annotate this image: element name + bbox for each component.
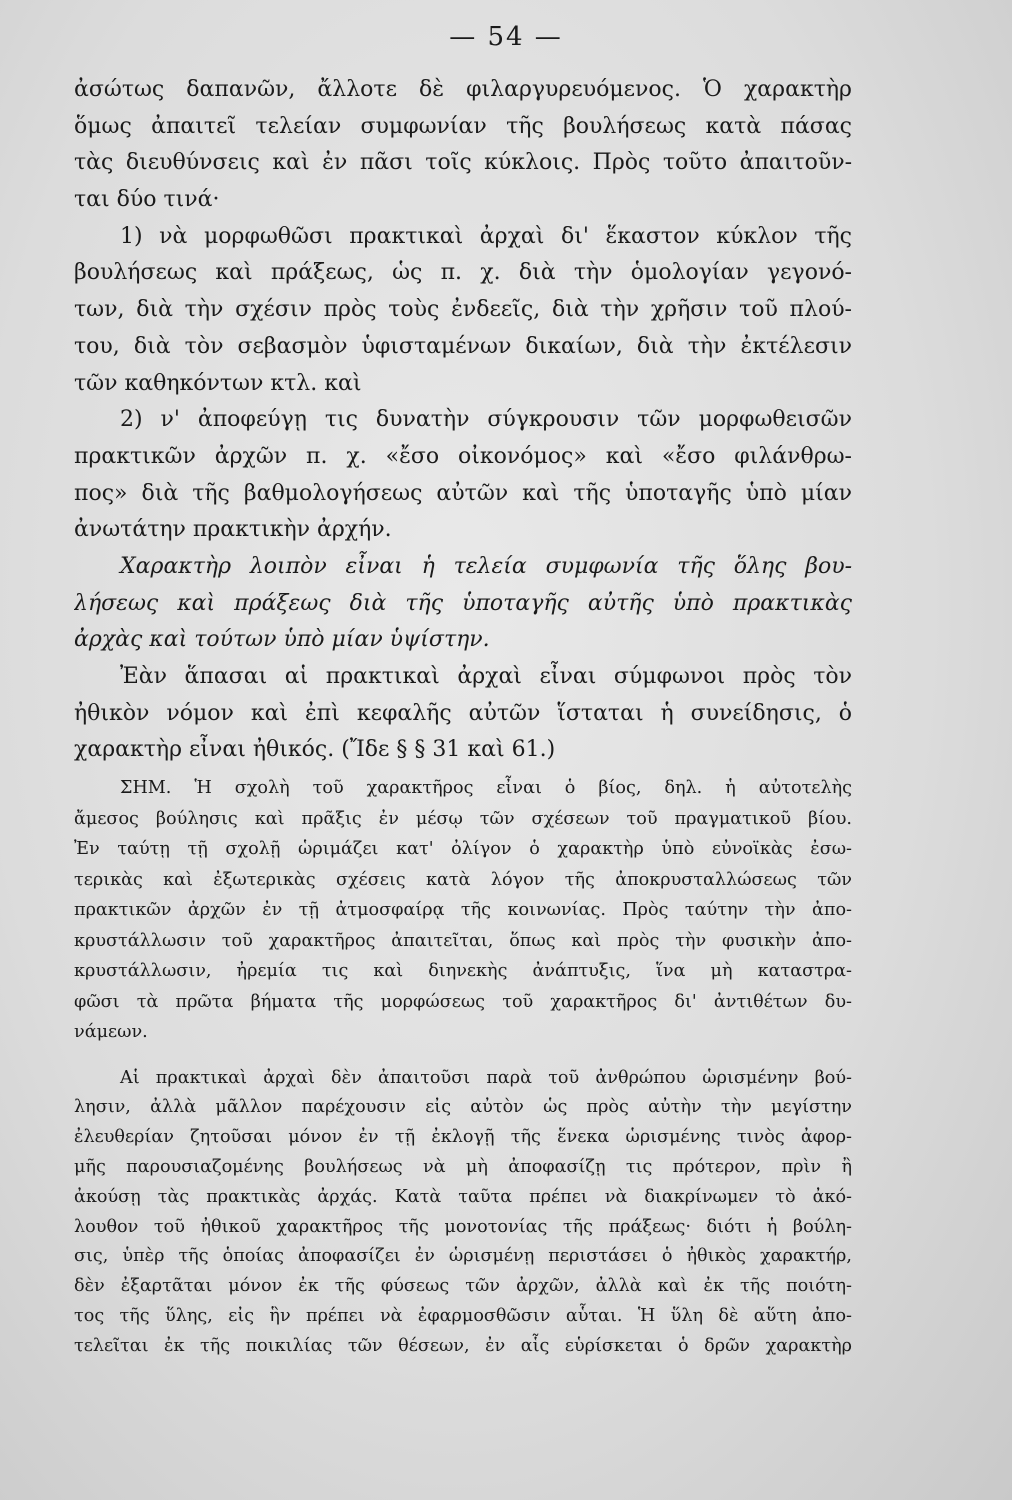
list-item-1: 1) νὰ μορφωθῶσι πρακτικαὶ ἀρχαὶ δι' ἕκαστον κύκλον τῆς: [120, 223, 852, 249]
note-line: φῶσι τὰ πρῶτα βήματα τῆς μορφώσεως τοῦ χαρακτῆρος δι' ἀντιθέτων δυ-: [74, 991, 852, 1012]
definition-line: Χαρακτὴρ λοιπὸν εἶναι ἡ τελεία συμφωνία τῆς ὅλης βου-: [120, 553, 852, 579]
text-line: πρακτικῶν ἀρχῶν π. χ. «ἔσο οἰκονόμος» καὶ «ἔσο φιλάνθρω-: [74, 443, 852, 469]
note-line: τελεῖται ἐκ τῆς ποικιλίας τῶν θέσεων, ἐν αἷς εὑρίσκεται ὁ δρῶν χαρακτὴρ: [74, 1335, 852, 1356]
text-line: ὅμως ἀπαιτεῖ τελείαν συμφωνίαν τῆς βουλήσεως κατὰ πάσας: [74, 113, 852, 139]
text-line: ἠθικὸν νόμον καὶ ἐπὶ κεφαλῆς αὐτῶν ἵσταται ἡ συνείδησις, ὁ: [74, 700, 852, 726]
note-line: νάμεων.: [74, 1022, 148, 1043]
text-line: ται δύο τινά·: [74, 187, 220, 213]
text-line: ἀσώτως δαπανῶν, ἄλλοτε δὲ φιλαργυρευόμενος. Ὁ χαρακτὴρ: [74, 77, 852, 102]
note-line: λουθον τοῦ ἠθικοῦ χαρακτῆρος τῆς μονοτονίας τῆς πράξεως· διότι ἡ βούλη-: [74, 1216, 852, 1237]
text-line: τῶν καθηκόντων κτλ. καὶ: [74, 370, 362, 396]
note-line: ἐλευθερίαν ζητοῦσαι μόνον ἐν τῇ ἐκλογῇ τῆς ἕνεκα ὡρισμένης τινὸς ἀφορ-: [74, 1127, 852, 1148]
text-line: τὰς διευθύνσεις καὶ ἐν πᾶσι τοῖς κύκλοις. Πρὸς τοῦτο ἀπαιτοῦν-: [74, 150, 852, 176]
note-paragraph: [74, 1064, 852, 1362]
note-line: μῆς παρουσιαζομένης βουλήσεως νὰ μὴ ἀποφασίζῃ τις πρότερον, πρὶν ἢ: [74, 1156, 852, 1177]
note-line: πρακτικῶν ἀρχῶν ἐν τῇ ἀτμοσφαίρᾳ τῆς κοινωνίας. Πρὸς ταύτην τὴν ἀπο-: [74, 900, 852, 921]
text-line: βουλήσεως καὶ πράξεως, ὡς π. χ. διὰ τὴν ὁμολογίαν γεγονό-: [74, 260, 852, 286]
list-item-2: 2) ν' ἀποφεύγῃ τις δυνατὴν σύγκρουσιν τῶν μορφωθεισῶν: [120, 407, 852, 433]
text-line: Ἐὰν ἅπασαι αἱ πρακτικαὶ ἀρχαὶ εἶναι σύμφωνοι πρὸς τὸν: [120, 664, 852, 689]
definition-line: λήσεως καὶ πράξεως διὰ τῆς ὑποταγῆς αὐτῆς ὑπὸ πρακτικὰς: [74, 590, 852, 616]
note-line: Ἐν ταύτῃ τῇ σχολῇ ὡριμάζει κατ' ὀλίγον ὁ χαρακτὴρ ὑπὸ εὐνοϊκὰς ἐσω-: [74, 839, 852, 860]
text-line: των, διὰ τὴν σχέσιν πρὸς τοὺς ἐνδεεῖς, διὰ τὴν χρῆσιν τοῦ πλού-: [74, 297, 852, 323]
text-line: χαρακτὴρ εἶναι ἠθικός. (Ἴδε § § 31 καὶ 61.): [74, 737, 556, 763]
note-line: κρυστάλλωσιν τοῦ χαρακτῆρος ἀπαιτεῖται, ὅπως καὶ πρὸς τὴν φυσικὴν ἀπο-: [74, 930, 852, 951]
definition-line: ἀρχὰς καὶ τούτων ὑπὸ μίαν ὑψίστην.: [74, 627, 490, 653]
note-line: λησιν, ἀλλὰ μᾶλλον παρέχουσιν εἰς αὐτὸν ὡς πρὸς αὐτὴν τὴν μεγίστην: [74, 1097, 852, 1118]
page-number: — 54 —: [449, 22, 563, 52]
note-line: δὲν ἐξαρτᾶται μόνον ἐκ τῆς φύσεως τῶν ἀρχῶν, ἀλλὰ καὶ ἐκ τῆς ποιότη-: [74, 1276, 852, 1297]
note-block: [74, 773, 852, 1048]
note-line: ΣΗΜ. Ἡ σχολὴ τοῦ χαρακτῆρος εἶναι ὁ βίος, δηλ. ἡ αὐτοτελὴς: [120, 778, 852, 799]
note-line: Αἱ πρακτικαὶ ἀρχαὶ δὲν ἀπαιτοῦσι παρὰ τοῦ ἀνθρώπου ὡρισμένην βού-: [120, 1067, 852, 1088]
note-line: κρυστάλλωσιν, ἠρεμία τις καὶ διηνεκὴς ἀνάπτυξις, ἵνα μὴ καταστρα-: [74, 961, 852, 982]
main-text: [74, 72, 852, 1362]
note-line: τερικὰς καὶ ἐξωτερικὰς σχέσεις κατὰ λόγον τῆς ἀποκρυσταλλώσεως τῶν: [74, 869, 852, 890]
text-line: πος» διὰ τῆς βαθμολογήσεως αὐτῶν καὶ τῆς ὑποταγῆς ὑπὸ μίαν: [74, 480, 852, 506]
note-line: ἀκούσῃ τὰς πρακτικὰς ἀρχάς. Κατὰ ταῦτα πρέπει νὰ διακρίνωμεν τὸ ἀκό-: [74, 1186, 852, 1207]
text-line: του, διὰ τὸν σεβασμὸν ὑφισταμένων δικαίων, διὰ τὴν ἐκτέλεσιν: [74, 333, 852, 359]
note-line: σις, ὑπὲρ τῆς ὁποίας ἀποφασίζει ἐν ὡρισμένῃ περιστάσει ὁ ἠθικὸς χαρακτήρ,: [74, 1246, 852, 1267]
text-line: ἀνωτάτην πρακτικὴν ἀρχήν.: [74, 517, 392, 543]
note-line: ἄμεσος βούλησις καὶ πρᾶξις ἐν μέσῳ τῶν σχέσεων τοῦ πραγματικοῦ βίου.: [74, 808, 852, 829]
note-line: τος τῆς ὕλης, εἰς ἣν πρέπει νὰ ἐφαρμοσθῶσιν αὗται. Ἡ ὕλη δὲ αὕτη ἀπο-: [74, 1305, 852, 1326]
